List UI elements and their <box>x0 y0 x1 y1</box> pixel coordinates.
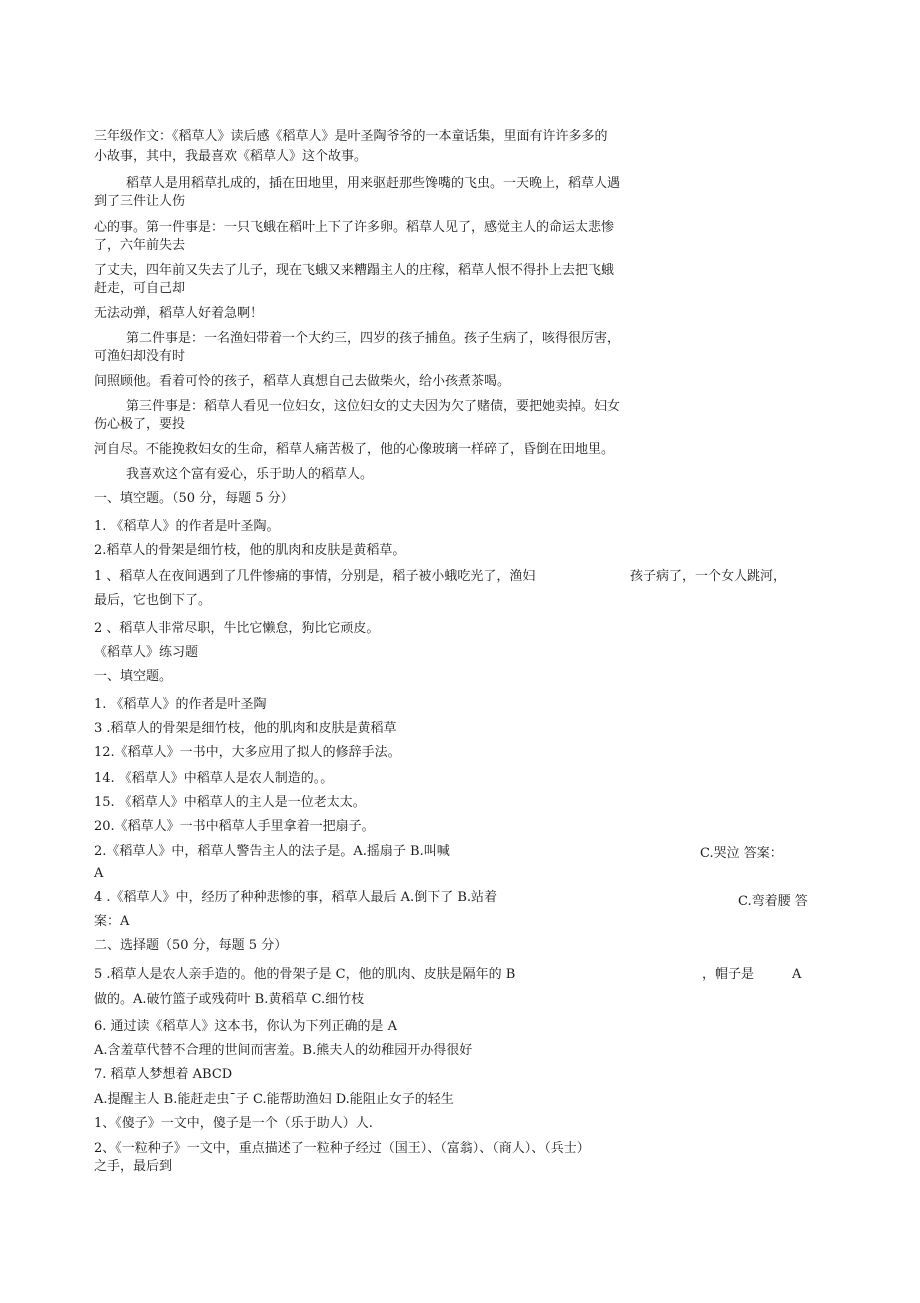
essay-line: 了，六年前失去 <box>94 238 186 253</box>
question-line-continuation: 孩子病了，一个女人跳河， <box>630 569 787 584</box>
question-line: 5 .稻草人是农人亲手造的。他的骨架子是 C，他的肌肉、皮肤是隔年的 B <box>94 967 516 982</box>
question-line: 做的。A.破竹篮子或残荷叶 B.黄稻草 C.细竹枝 <box>94 992 365 1007</box>
question-line: 14. 《稻草人》中稻草人是农人制造的。。 <box>94 771 334 786</box>
essay-line: 到了三件让人伤 <box>94 194 186 209</box>
question-line-continuation: A <box>792 967 802 982</box>
question-line: 4 .《稻草人》中，经历了种种悲惨的事，稻草人最后 A.倒下了 B.站着 <box>94 890 498 905</box>
essay-line: 我喜欢这个富有爱心，乐于助人的稻草人。 <box>126 467 374 482</box>
question-line: A.含羞草代替不合理的世间而害羞。B.熊夫人的幼稚园开办得很好 <box>94 1043 473 1058</box>
essay-line: 赶走，可自己却 <box>94 281 186 296</box>
question-line: 1. 《稻草人》的作者是叶圣陶。 <box>94 519 280 534</box>
section-heading: 一、填空题。（50 分，每题 5 分） <box>94 491 294 506</box>
question-line: 之手，最后到 <box>94 1159 173 1174</box>
question-line-continuation: C.弯着腰 答 <box>738 894 808 909</box>
essay-line: 小故事，其中，我最喜欢《稻草人》这个故事。 <box>94 149 368 164</box>
question-line: 7. 稻草人梦想着 ABCD <box>94 1067 233 1082</box>
essay-line: 可渔妇却没有时 <box>94 349 186 364</box>
question-line: 2.《稻草人》中，稻草人警告主人的法子是。A.摇扇子 B.叫喊 <box>94 844 450 859</box>
question-line: 案：A <box>94 914 130 929</box>
question-line: 最后，它也倒下了。 <box>94 593 212 608</box>
essay-line: 间照顾他。看着可怜的孩子，稻草人真想自己去做柴火，给小孩煮茶喝。 <box>94 374 511 389</box>
essay-line: 无法动弹，稻草人好着急啊！ <box>94 306 264 321</box>
question-line: 1、《傻子》一文中，傻子是一个（乐于助人）人. <box>94 1116 373 1131</box>
section-heading: 一、填空题。 <box>94 669 173 684</box>
question-line: 1. 《稻草人》的作者是叶圣陶 <box>94 697 267 712</box>
question-line: 6. 通过读《稻草人》这本书，你认为下列正确的是 A <box>94 1019 398 1034</box>
essay-line: 第二件事是：一名渔妇带着一个大约三，四岁的孩子捕鱼。孩子生病了，咳得很厉害， <box>126 331 621 346</box>
question-line: 20.《稻草人》一书中稻草人手里拿着一把扇子。 <box>94 819 375 834</box>
question-line: A.提醒主人 B.能赶走虫ˉ子 C.能帮助渔妇 D.能阻止女子的轻生 <box>94 1092 454 1107</box>
essay-line: 稻草人是用稻草扎成的，插在田地里，用来驱赶那些馋嘴的飞虫。一天晚上，稻草人遇 <box>126 176 621 191</box>
essay-line: 三年级作文：《稻草人》读后感《稻草人》是叶圣陶爷爷的一本童话集，里面有许许多多的 <box>94 129 608 144</box>
question-line: 2、《一粒种子》一文中，重点描述了一粒种子经过（国王）、（富翁）、（商人）、（兵士） <box>94 1141 590 1156</box>
question-line: 12.《稻草人》一书中，大多应用了拟人的修辞手法。 <box>94 745 401 760</box>
section-heading: 二、选择题（50 分，每题 5 分） <box>94 938 288 953</box>
question-line-continuation: ，帽子是 <box>702 967 755 982</box>
question-line: 2.稻草人的骨架是细竹枝，他的肌肉和皮肤是黄稻草。 <box>94 543 406 558</box>
exercise-title: 《稻草人》练习题 <box>94 645 199 660</box>
essay-line: 心的事。第一件事是：一只飞蛾在稻叶上下了许多卵。稻草人见了，感觉主人的命运太悲惨 <box>94 220 615 235</box>
question-line: 2 、稻草人非常尽职，牛比它懒怠，狗比它顽皮。 <box>94 621 380 636</box>
question-line: A <box>94 866 104 881</box>
question-line: 15. 《稻草人》中稻草人的主人是一位老太太。 <box>94 795 366 810</box>
question-line: 3 .稻草人的骨架是细竹枝，他的肌肉和皮肤是黄稻草 <box>94 721 397 736</box>
essay-line: 了丈夫，四年前又失去了儿子，现在飞蛾又来糟蹋主人的庄稼，稻草人恨不得扑上去把飞蛾 <box>94 263 615 278</box>
essay-line: 伤心极了，要投 <box>94 417 186 432</box>
question-line-continuation: C.哭泣 答案： <box>700 846 783 861</box>
essay-line: 第三件事是：稻草人看见一位妇女，这位妇女的丈夫因为欠了赌债，要把她卖掉。妇女 <box>126 399 621 414</box>
question-line: 1 、稻草人在夜间遇到了几件惨痛的事情，分别是，稻子被小蛾吃光了，渔妇 <box>94 569 536 584</box>
essay-line: 河自尽。不能挽救妇女的生命，稻草人痛苦极了，他的心像玻璃一样碎了，昏倒在田地里。 <box>94 442 615 457</box>
